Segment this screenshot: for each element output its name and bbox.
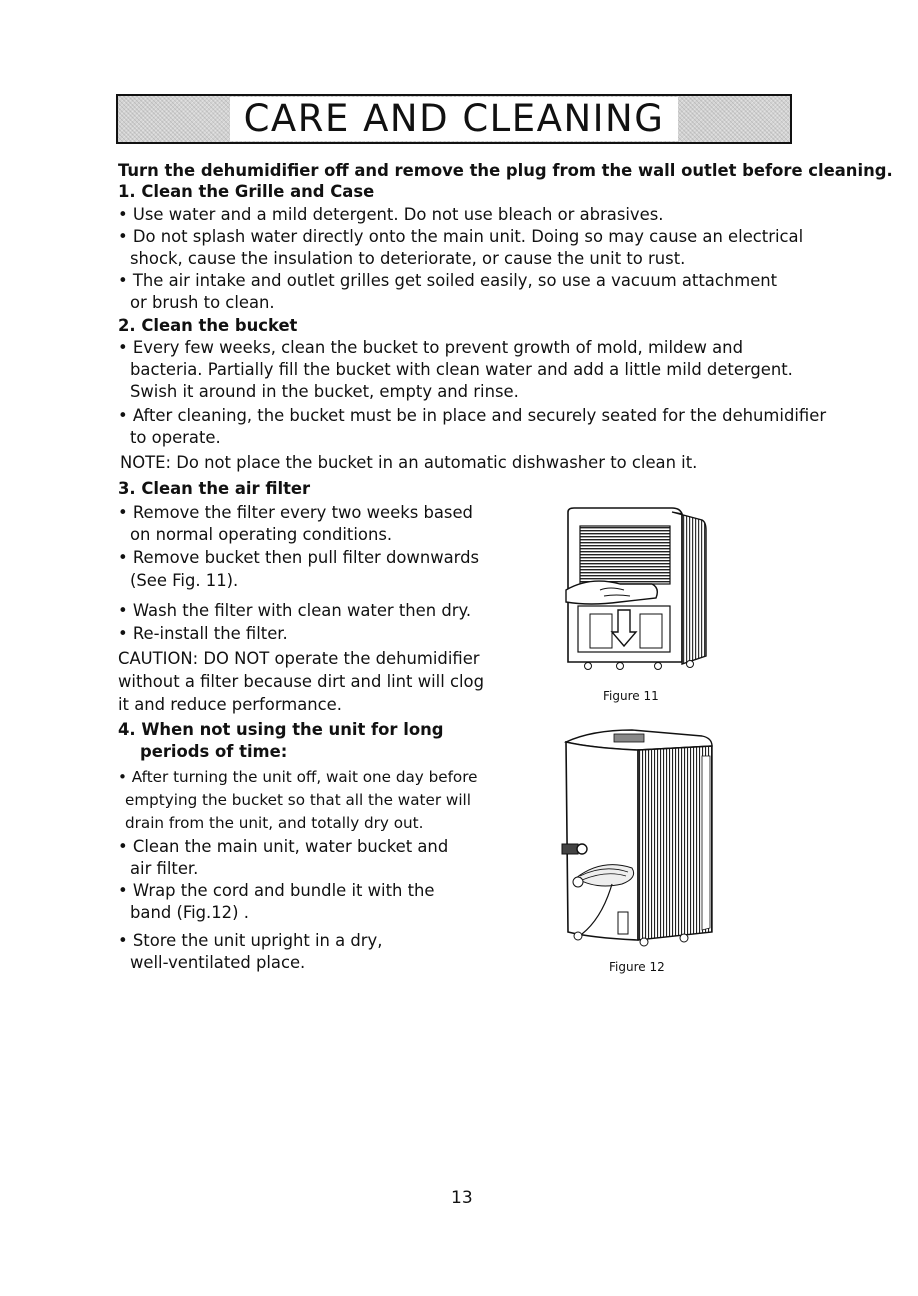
figure-12-dehumidifier-cord-wrap-icon — [552, 728, 720, 950]
section-3-bullet-2-line-1: • Remove bucket then pull filter downwards — [118, 548, 480, 567]
section-3-caution-line-1: CAUTION: DO NOT operate the dehumidifier — [118, 649, 480, 668]
page-number: 13 — [451, 1188, 473, 1208]
section-1-bullet-3-line-1: • The air intake and outlet grilles get soiled easily, so use a vacuum attachment — [118, 271, 778, 290]
section-3-bullet-1-line-1: • Remove the filter every two weeks based — [118, 503, 473, 522]
section-1-bullet-2-line-1: • Do not splash water directly onto the main unit. Doing so may cause an electrical — [118, 227, 804, 246]
section-4-heading-line-1: 4. When not using the unit for long — [118, 720, 444, 739]
section-1-bullet-3-line-2: or brush to clean. — [130, 293, 275, 312]
section-4-bullet-1-line-3: drain from the unit, and totally dry out. — [125, 814, 424, 832]
section-2-bullet-1-line-1: • Every few weeks, clean the bucket to prevent growth of mold, mildew and — [118, 338, 743, 357]
section-3-bullet-1-line-2: on normal operating conditions. — [130, 525, 393, 544]
section-1-bullet-1: • Use water and a mild detergent. Do not use bleach or abrasives. — [118, 205, 664, 224]
section-4-bullet-3-line-2: band (Fig.12) . — [130, 903, 249, 922]
section-2-heading: 2. Clean the bucket — [118, 316, 298, 335]
intro-warning: Turn the dehumidifier off and remove the plug from the wall outlet before cleaning. — [118, 161, 893, 180]
section-3-bullet-3: • Wash the filter with clean water then dry. — [118, 601, 472, 620]
section-1-bullet-2-line-2: shock, cause the insulation to deteriorate, or cause the unit to rust. — [130, 249, 686, 268]
section-3-bullet-2-line-2: (See Fig. 11). — [130, 571, 239, 590]
section-3-bullet-4: • Re-install the filter. — [118, 624, 288, 643]
section-1-heading: 1. Clean the Grille and Case — [118, 182, 375, 201]
section-3-heading: 3. Clean the air filter — [118, 479, 311, 498]
section-4-bullet-3-line-1: • Wrap the cord and bundle it with the — [118, 881, 435, 900]
section-2-bullet-2-line-1: • After cleaning, the bucket must be in place and securely seated for the dehumidifier — [118, 406, 827, 425]
section-4-bullet-2-line-2: air filter. — [130, 859, 199, 878]
section-4-bullet-2-line-1: • Clean the main unit, water bucket and — [118, 837, 449, 856]
section-4-bullet-1-line-2: emptying the bucket so that all the water will — [125, 791, 471, 809]
figure-11-dehumidifier-filter-removal-icon — [560, 506, 710, 674]
section-4-heading-line-2: periods of time: — [140, 742, 288, 761]
figure-12-caption: Figure 12 — [609, 960, 665, 974]
section-4-bullet-4-line-1: • Store the unit upright in a dry, — [118, 931, 383, 950]
page-title: CARE AND CLEANING — [230, 97, 679, 141]
section-2-note: NOTE: Do not place the bucket in an automatic dishwasher to clean it. — [120, 453, 698, 472]
section-2-bullet-1-line-3: Swish it around in the bucket, empty and rinse. — [130, 382, 519, 401]
section-3-caution-line-2: without a filter because dirt and lint will clog — [118, 672, 484, 691]
section-2-bullet-2-line-2: to operate. — [130, 428, 221, 447]
section-4-bullet-1-line-1: • After turning the unit off, wait one day before — [118, 768, 478, 786]
title-banner — [116, 94, 792, 144]
section-2-bullet-1-line-2: bacteria. Partially fill the bucket with clean water and add a little mild detergent. — [130, 360, 793, 379]
figure-11-caption: Figure 11 — [603, 689, 659, 703]
section-4-bullet-4-line-2: well-ventilated place. — [130, 953, 306, 972]
section-3-caution-line-3: it and reduce performance. — [118, 695, 342, 714]
